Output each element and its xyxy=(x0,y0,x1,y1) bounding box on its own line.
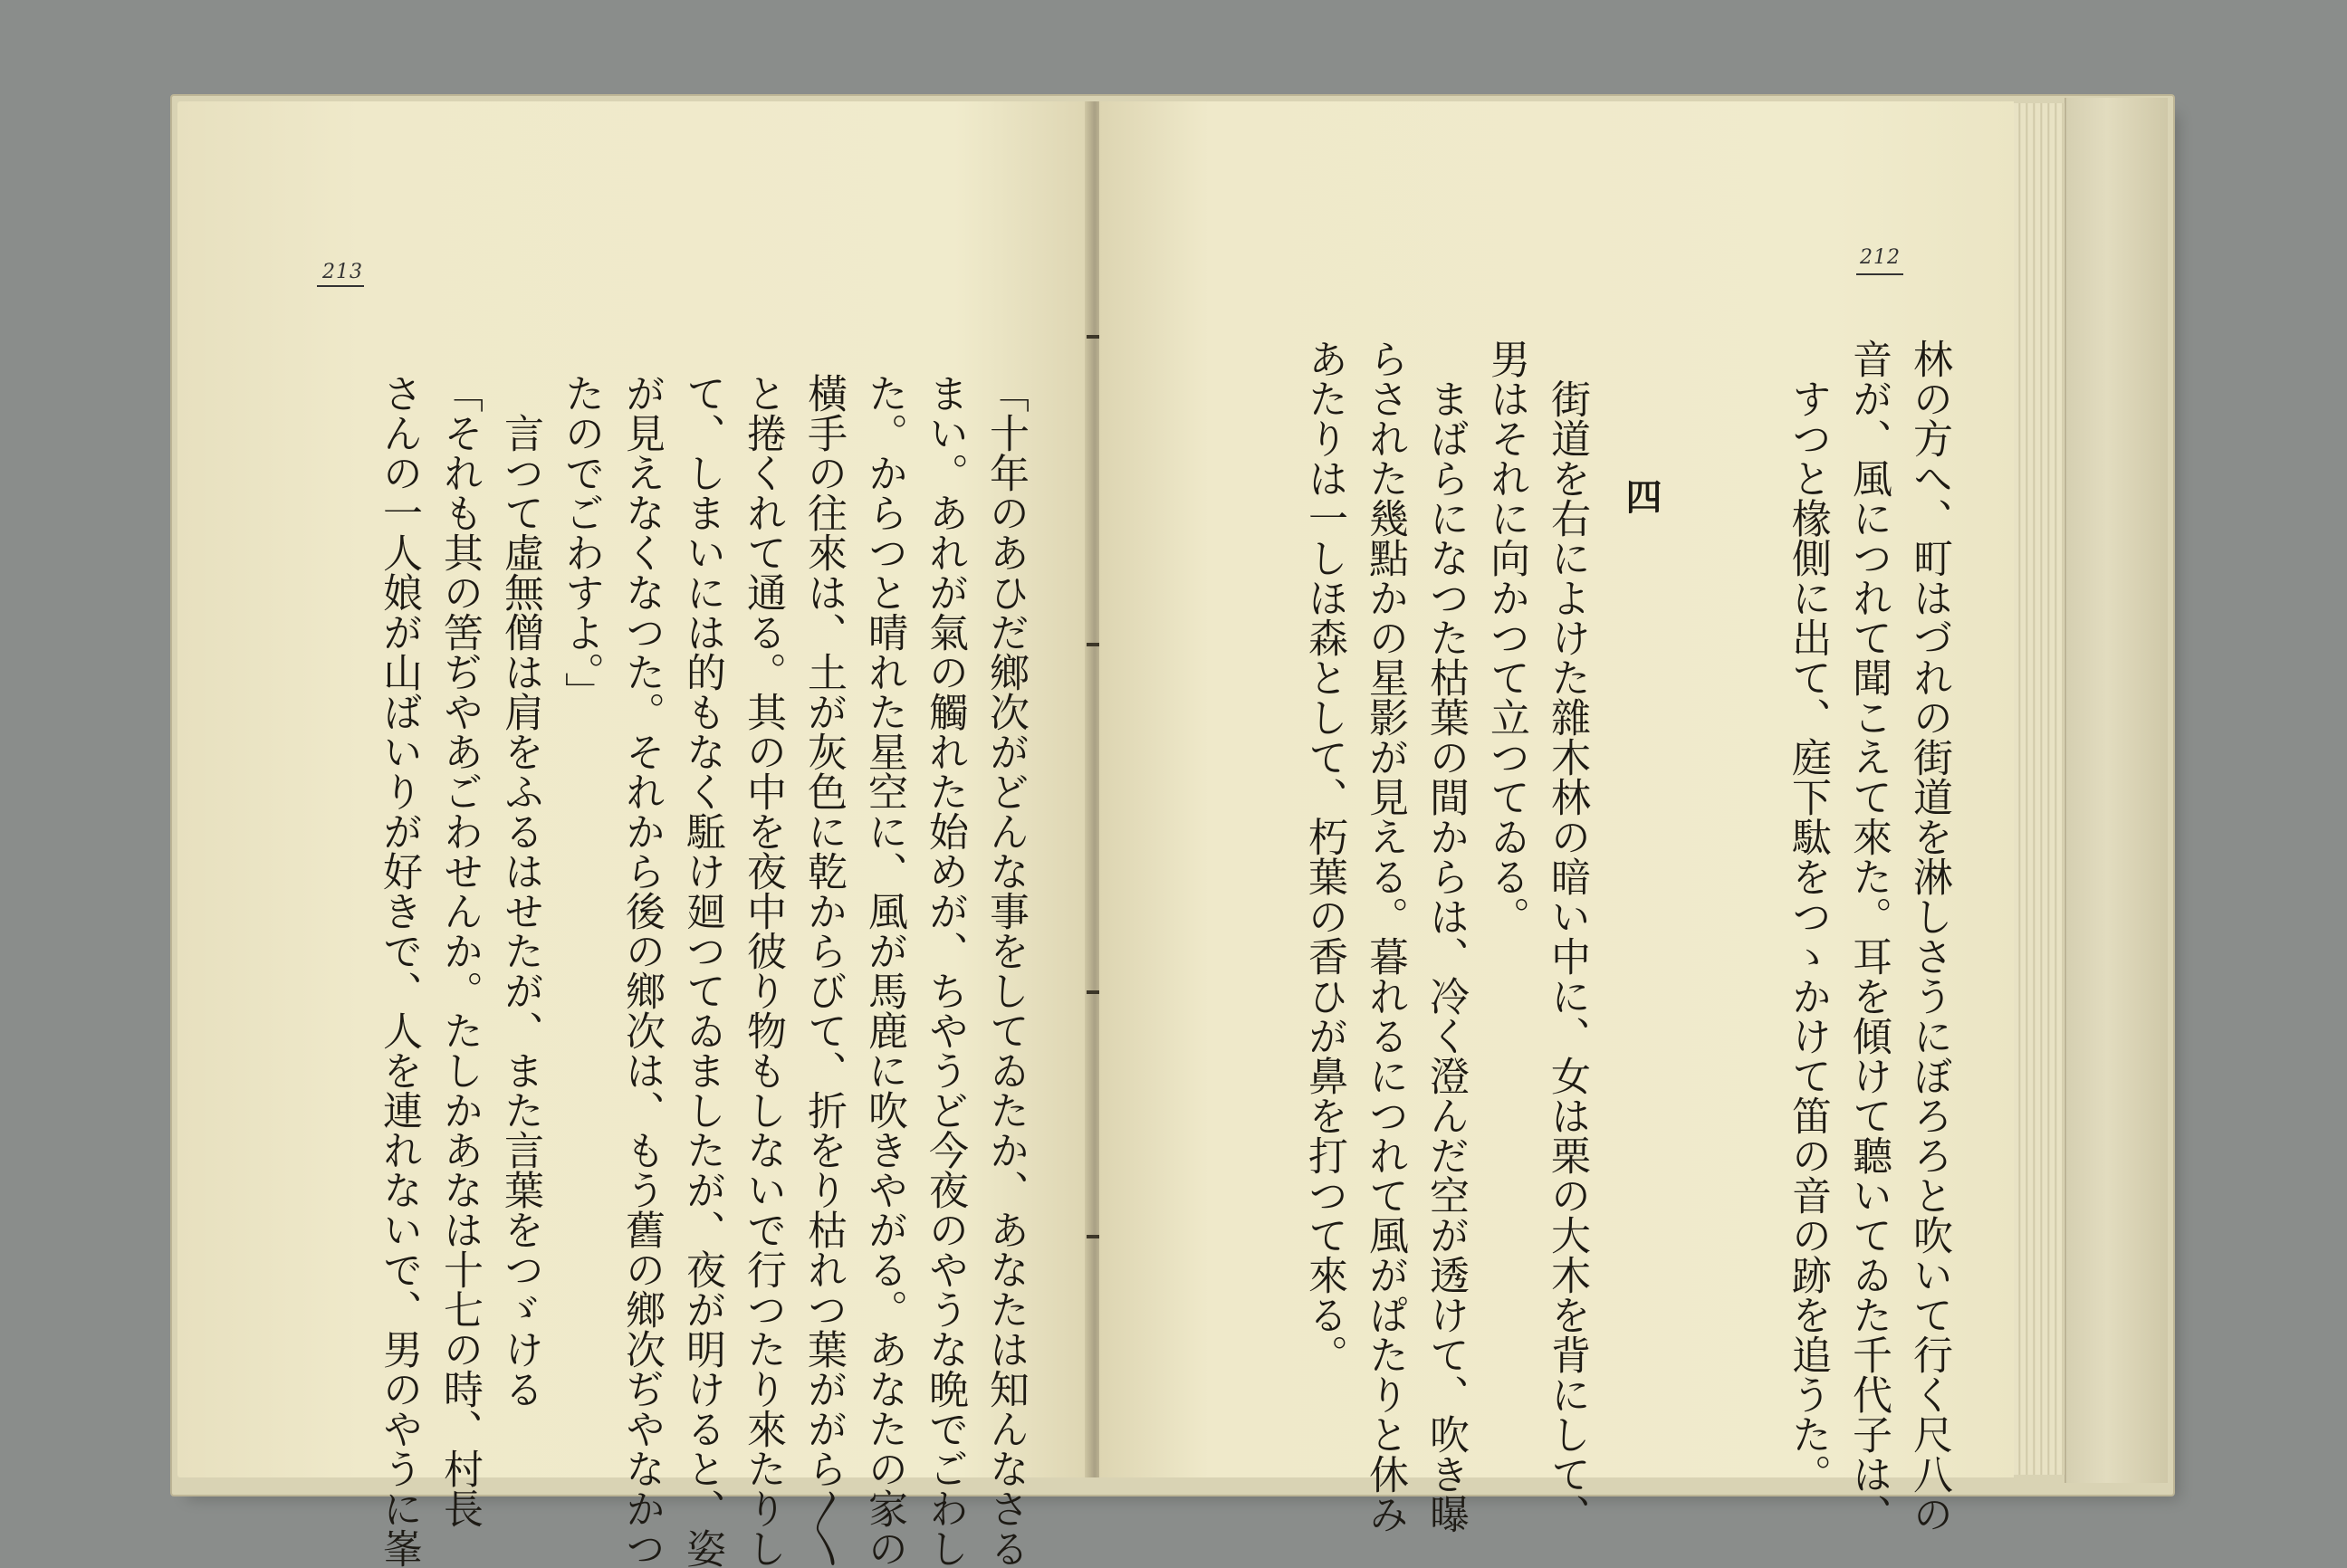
text-line: らされた幾點かの星影が見える。暮れるにつれて風がぱたりと休み xyxy=(1362,339,1408,1534)
text-line: さんの一人娘が山ばいりが好きで、人を連れないで、男のやうに峯 xyxy=(376,373,422,1568)
right-page-number: 212 xyxy=(1860,246,1901,269)
text-line: て、しまいには的もなく駈け廻つてゐましたが、夜が明けると、姿 xyxy=(679,373,725,1568)
section-heading: 四 xyxy=(1620,478,1662,514)
right-page-body-bottom xyxy=(1294,339,1597,1534)
text-line: まばらになつた枯葉の間からは、冷く澄んだ空が透けて、吹き曝 xyxy=(1423,378,1469,1534)
left-page-number: 213 xyxy=(322,261,363,283)
open-book xyxy=(170,94,2171,1568)
left-folio-rule xyxy=(317,285,364,287)
text-line: 「それも其の筈ぢやあごわせんか。たしかあなは十七の時、村長 xyxy=(436,373,483,1528)
left-page xyxy=(177,101,1092,1568)
text-line: が見えなくなつた。それから後の鄉次は、もう舊の鄉次ぢやなかつ xyxy=(618,373,665,1568)
right-page-body-top xyxy=(1777,339,1959,1534)
text-line: と捲くれて通る。其の中を夜中彼り物もしないで行つたり來たりし xyxy=(740,373,786,1568)
text-line: 男はそれに向かつて立つてゐる。 xyxy=(1483,339,1529,936)
spine-board xyxy=(2064,98,2168,1483)
text-line: 音が、風につれて聞こえて來た。耳を傾けて聽いてゐた千代子は、 xyxy=(1845,339,1892,1534)
text-line: あたりは一しほ森として、朽葉の香ひが鼻を打つて來る。 xyxy=(1301,339,1347,1374)
text-line: 林の方へ、町はづれの街道を淋しさうにぼろろと吹いて行く尺八の xyxy=(1906,339,1952,1534)
text-line: まい。あれが氣の觸れた始めが、ちやうど今夜のやうな晩でごわし xyxy=(922,373,968,1568)
text-line: 橫手の往來は、土が灰色に乾からびて、折をり枯れつ葉ががら〳〵 xyxy=(800,373,847,1568)
text-line: た。からつと晴れた星空に、風が馬鹿に吹きやがる。あなたの家の xyxy=(861,373,907,1568)
page-edges xyxy=(2014,103,2066,1475)
right-folio-rule xyxy=(1856,273,1903,275)
right-page xyxy=(1099,101,2014,1534)
text-line: 言つて虛無僧は肩をふるはせたが、また言葉をつゞける xyxy=(497,413,543,1409)
text-line: すつと椽側に出て、庭下駄をつゝかけて笛の音の跡を追うた。 xyxy=(1785,378,1831,1494)
left-page-body xyxy=(369,373,1036,1568)
text-line: 街道を右によけた雜木林の暗い中に、女は栗の大木を背にして、 xyxy=(1544,378,1590,1534)
text-line: たのでごわすよ。」 xyxy=(558,373,604,712)
text-line: 「十年のあひだ鄉次がどんな事をしてゐたか、あなたは知んなさる xyxy=(982,373,1029,1568)
